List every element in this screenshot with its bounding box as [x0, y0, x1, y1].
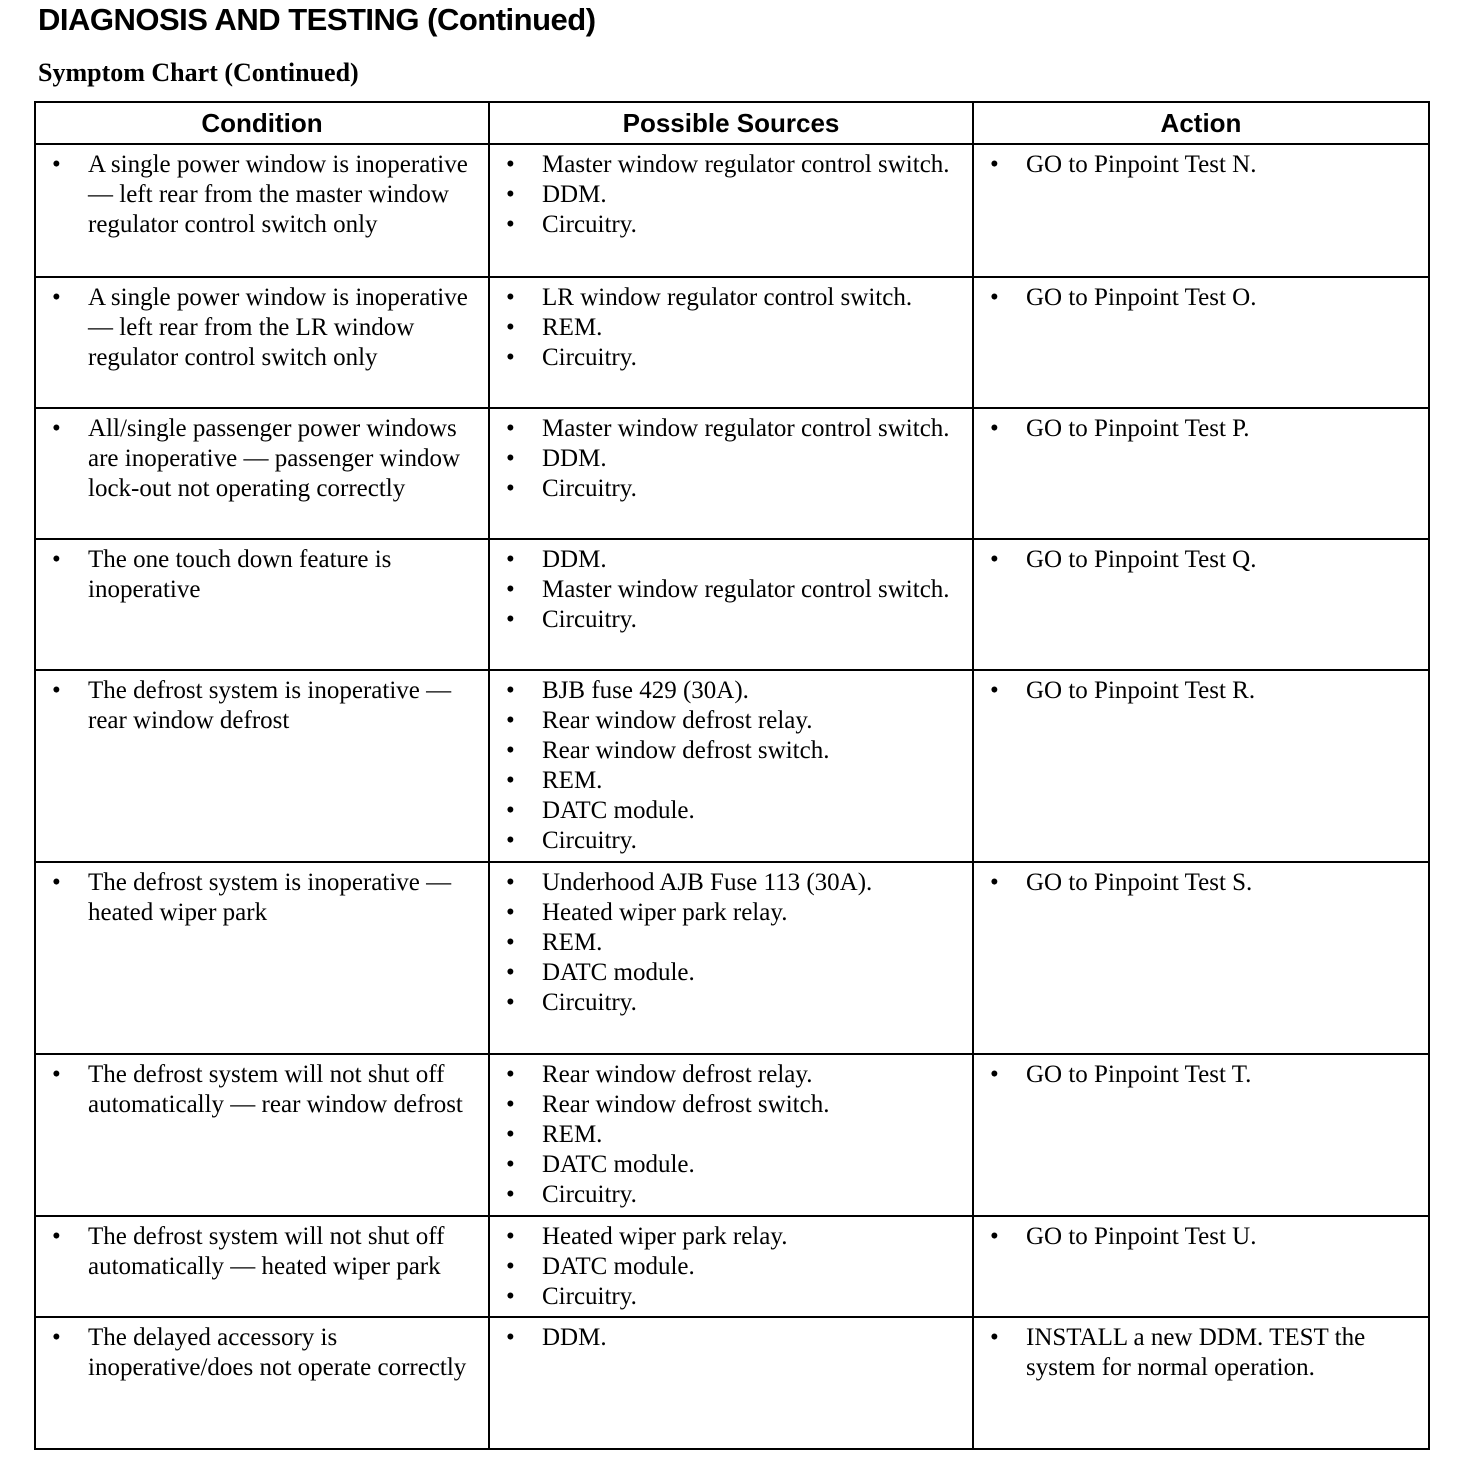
table-row: [35, 539, 1429, 670]
table-row: [35, 408, 1429, 539]
condition-item-list: [44, 1323, 480, 1383]
action-item-list: [982, 1323, 1420, 1383]
action-cell: [973, 408, 1429, 539]
condition-cell: [35, 670, 489, 862]
action-cell: [973, 1317, 1429, 1449]
condition-item: • A single power window is inoperative — left rear from the master window regulator control switch only: [44, 150, 480, 240]
source-item-list: [498, 676, 964, 856]
source-item: • DATC module.: [498, 1150, 964, 1180]
source-item-list: [498, 1222, 964, 1312]
action-item-list: [982, 676, 1420, 706]
possible-sources-cell: [489, 277, 973, 408]
condition-cell: [35, 408, 489, 539]
condition-cell: [35, 277, 489, 408]
source-item: • REM.: [498, 313, 964, 343]
symptom-chart-table: [34, 101, 1430, 1450]
section-title: Symptom Chart (Continued): [38, 58, 359, 87]
action-item: • GO to Pinpoint Test O.: [982, 283, 1420, 313]
action-item: • GO to Pinpoint Test N.: [982, 150, 1420, 180]
action-item-list: [982, 1060, 1420, 1090]
source-item: • Circuitry.: [498, 605, 964, 635]
source-item: • Circuitry.: [498, 210, 964, 240]
source-item: • REM.: [498, 1120, 964, 1150]
action-item: • GO to Pinpoint Test S.: [982, 868, 1420, 898]
condition-cell: [35, 144, 489, 277]
action-item-list: [982, 150, 1420, 180]
action-item: • GO to Pinpoint Test T.: [982, 1060, 1420, 1090]
source-item: • Rear window defrost relay.: [498, 1060, 964, 1090]
source-item: • Rear window defrost switch.: [498, 736, 964, 766]
condition-cell: [35, 862, 489, 1054]
table-row: [35, 670, 1429, 862]
action-cell: [973, 862, 1429, 1054]
condition-cell: [35, 1216, 489, 1317]
source-item: • DATC module.: [498, 796, 964, 826]
condition-item-list: [44, 868, 480, 928]
source-item: • Circuitry.: [498, 1282, 964, 1312]
condition-cell: [35, 539, 489, 670]
source-item: • Circuitry.: [498, 343, 964, 373]
source-item: • Circuitry.: [498, 474, 964, 504]
possible-sources-cell: [489, 539, 973, 670]
action-cell: [973, 277, 1429, 408]
table-body: [35, 144, 1429, 1449]
source-item-list: [498, 545, 964, 635]
table-row: [35, 1317, 1429, 1449]
action-item-list: [982, 283, 1420, 313]
source-item: • Rear window defrost switch.: [498, 1090, 964, 1120]
possible-sources-cell: [489, 408, 973, 539]
condition-item-list: [44, 150, 480, 240]
condition-item: • The defrost system will not shut off automatically — heated wiper park: [44, 1222, 480, 1282]
source-item: • LR window regulator control switch.: [498, 283, 964, 313]
condition-item-list: [44, 1060, 480, 1120]
page-title: DIAGNOSIS AND TESTING (Continued): [38, 2, 596, 37]
table-row: [35, 1054, 1429, 1216]
source-item: • DATC module.: [498, 1252, 964, 1282]
source-item: • Heated wiper park relay.: [498, 898, 964, 928]
source-item-list: [498, 150, 964, 240]
source-item: • REM.: [498, 928, 964, 958]
source-item: • DDM.: [498, 1323, 964, 1353]
source-item: • DATC module.: [498, 958, 964, 988]
table-row: [35, 1216, 1429, 1317]
table-row: [35, 144, 1429, 277]
source-item: • Master window regulator control switch.: [498, 150, 964, 180]
condition-item: • The defrost system is inoperative — rear window defrost: [44, 676, 480, 736]
action-item-list: [982, 545, 1420, 575]
table-header-row: [35, 102, 1429, 144]
condition-item-list: [44, 1222, 480, 1282]
action-cell: [973, 670, 1429, 862]
source-item: • Rear window defrost relay.: [498, 706, 964, 736]
possible-sources-cell: [489, 1216, 973, 1317]
table-row: [35, 862, 1429, 1054]
header-action: Action: [973, 102, 1429, 144]
header-possible-sources: Possible Sources: [489, 102, 973, 144]
action-item: • INSTALL a new DDM. TEST the system for normal operation.: [982, 1323, 1420, 1383]
source-item: • Circuitry.: [498, 826, 964, 856]
action-item-list: [982, 1222, 1420, 1252]
action-cell: [973, 144, 1429, 277]
condition-item-list: [44, 414, 480, 504]
source-item: • DDM.: [498, 180, 964, 210]
source-item-list: [498, 1060, 964, 1210]
source-item: • REM.: [498, 766, 964, 796]
action-item: • GO to Pinpoint Test P.: [982, 414, 1420, 444]
source-item: • Master window regulator control switch.: [498, 414, 964, 444]
source-item-list: [498, 283, 964, 373]
possible-sources-cell: [489, 144, 973, 277]
action-cell: [973, 1054, 1429, 1216]
source-item-list: [498, 1323, 964, 1353]
action-item: • GO to Pinpoint Test R.: [982, 676, 1420, 706]
condition-item: • The one touch down feature is inoperative: [44, 545, 480, 605]
possible-sources-cell: [489, 1054, 973, 1216]
header-condition: Condition: [35, 102, 489, 144]
action-item: • GO to Pinpoint Test Q.: [982, 545, 1420, 575]
table-row: [35, 277, 1429, 408]
source-item-list: [498, 414, 964, 504]
condition-cell: [35, 1317, 489, 1449]
condition-item: • The defrost system will not shut off automatically — rear window defrost: [44, 1060, 480, 1120]
condition-item: • The delayed accessory is inoperative/does not operate correctly: [44, 1323, 480, 1383]
condition-item-list: [44, 676, 480, 736]
source-item-list: [498, 868, 964, 1018]
source-item: • BJB fuse 429 (30A).: [498, 676, 964, 706]
source-item: • Underhood AJB Fuse 113 (30A).: [498, 868, 964, 898]
possible-sources-cell: [489, 862, 973, 1054]
source-item: • DDM.: [498, 444, 964, 474]
condition-item: • The defrost system is inoperative — heated wiper park: [44, 868, 480, 928]
condition-item: • All/single passenger power windows are inoperative — passenger window lock-out not operating correctly: [44, 414, 480, 504]
possible-sources-cell: [489, 1317, 973, 1449]
condition-item-list: [44, 545, 480, 605]
source-item: • DDM.: [498, 545, 964, 575]
possible-sources-cell: [489, 670, 973, 862]
action-cell: [973, 539, 1429, 670]
action-item-list: [982, 414, 1420, 444]
condition-item: • A single power window is inoperative — left rear from the LR window regulator control switch only: [44, 283, 480, 373]
source-item: • Circuitry.: [498, 1180, 964, 1210]
source-item: • Circuitry.: [498, 988, 964, 1018]
action-item-list: [982, 868, 1420, 898]
action-cell: [973, 1216, 1429, 1317]
condition-cell: [35, 1054, 489, 1216]
source-item: • Heated wiper park relay.: [498, 1222, 964, 1252]
source-item: • Master window regulator control switch.: [498, 575, 964, 605]
condition-item-list: [44, 283, 480, 373]
action-item: • GO to Pinpoint Test U.: [982, 1222, 1420, 1252]
